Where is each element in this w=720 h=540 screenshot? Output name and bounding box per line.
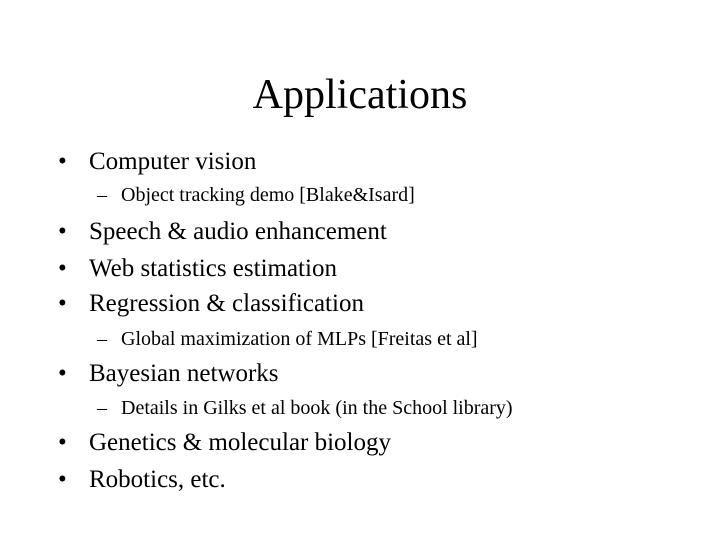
- bullet-item: [58, 254, 337, 284]
- sub-bullet-text: Object tracking demo [Blake&Isard]: [121, 184, 415, 206]
- bullet-item: [58, 428, 391, 458]
- bullet-text: Genetics & molecular biology: [89, 429, 392, 456]
- bullet-icon: •: [58, 466, 67, 493]
- bullet-icon: •: [58, 218, 67, 245]
- bullet-icon: •: [58, 360, 67, 387]
- bullet-text: Speech & audio enhancement: [89, 218, 387, 245]
- bullet-text: Web statistics estimation: [89, 255, 337, 282]
- dash-icon: –: [97, 328, 107, 350]
- bullet-icon: •: [58, 255, 67, 282]
- sub-bullet-item: [97, 183, 415, 207]
- bullet-item: [58, 217, 387, 247]
- sub-bullet-item: [97, 327, 478, 351]
- slide-title: Applications: [252, 72, 468, 118]
- sub-bullet-text: Details in Gilks et al book (in the School library): [121, 397, 513, 419]
- bullet-text: Bayesian networks: [89, 360, 279, 387]
- bullet-item: [58, 359, 279, 389]
- sub-bullet-text: Global maximization of MLPs [Freitas et al]: [121, 328, 478, 350]
- sub-bullet-item: [97, 396, 513, 420]
- bullet-item: [58, 465, 226, 495]
- bullet-text: Regression & classification: [89, 290, 364, 317]
- bullet-text: Computer vision: [89, 148, 257, 175]
- bullet-icon: •: [58, 148, 67, 175]
- bullet-text: Robotics, etc.: [89, 466, 226, 493]
- bullet-icon: •: [58, 290, 67, 317]
- bullet-icon: •: [58, 429, 67, 456]
- bullet-item: [58, 289, 364, 319]
- bullet-item: [58, 147, 256, 177]
- dash-icon: –: [97, 184, 107, 206]
- dash-icon: –: [97, 397, 107, 419]
